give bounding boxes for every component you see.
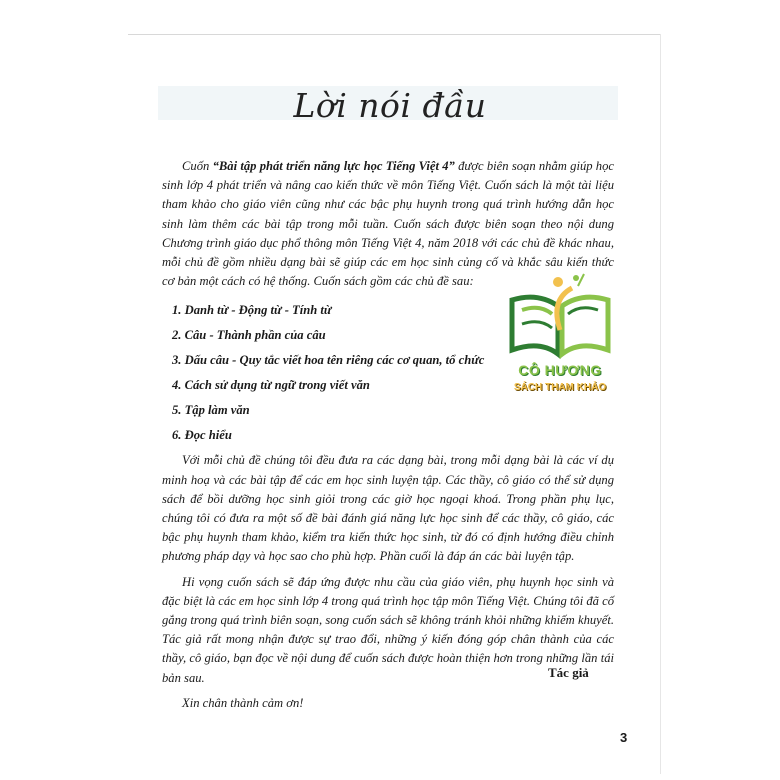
topic-item: 4. Cách sử dụng từ ngữ trong viết văn — [172, 378, 370, 393]
publisher-logo — [500, 270, 620, 400]
topic-item: 2. Câu - Thành phần của câu — [172, 328, 326, 343]
page-edge — [660, 34, 661, 774]
topic-item: 6. Đọc hiểu — [172, 428, 232, 443]
topic-item: 5. Tập làm văn — [172, 403, 250, 418]
logo-subtitle: SÁCH THAM KHẢO — [513, 382, 607, 393]
topic-item: 1. Danh từ - Động từ - Tính từ — [172, 303, 332, 318]
closing-line: Xin chân thành cảm ơn! — [182, 695, 304, 710]
page-number: 3 — [620, 730, 628, 745]
paragraph-2: Với mỗi chủ đề chúng tôi đều đưa ra các dạng bài, trong mỗi dạng bài là các ví dụ minh hoạ và các bài tập để các em học sinh luyện tập. Các thầy, cô giáo có thể sử dụng sách để bồi dưỡng học sinh giỏi trong các giờ học ngoại khoá. Trong phần phụ lục, chúng tôi có đưa ra một số đề bài đánh giá năng lực học sinh để các thầy, cô giáo, các bậc phụ huynh tham khảo, kiểm tra kiến thức học sinh, từ đó có định hướng điều chỉnh phương pháp dạy và học sao cho phù hợp. Phần cuối là đáp án các bài luyện tập. — [162, 453, 614, 564]
author-signature: Tác giả — [548, 665, 589, 680]
book-title: “Bài tập phát triển năng lực học Tiếng Việt 4” — [212, 159, 455, 173]
topic-item: 3. Dấu câu - Quy tắc viết hoa tên riêng các cơ quan, tổ chức — [172, 353, 485, 368]
book-logo-icon — [500, 270, 620, 362]
page-title: Lời nói đầu — [293, 86, 487, 125]
intro-prefix: Cuốn — [182, 159, 213, 173]
paragraph-3: Hi vọng cuốn sách sẽ đáp ứng được nhu cầu của giáo viên, phụ huynh học sinh và đặc biệt là các em học sinh lớp 4 trong quá trình học tập môn Tiếng Việt. Chúng tôi đã cố gắng trong quá trình biên soạn, song cuốn sách sẽ không tránh khỏi những khiếm khuyết. Tác giả rất mong nhận được sự trao đổi, những ý kiến đóng góp chân thành của các thầy, cô giáo, bạn đọc về nội dung để cuốn sách được hoàn thiện hơn trong những lần tái bản sau. — [162, 574, 615, 685]
intro-rest: được biên soạn nhằm giúp học sinh lớp 4 phát triển và nâng cao kiến thức về môn Tiếng Việt. Cuốn sách là một tài liệu tham khảo cho giáo viên cũng như các bậc phụ huynh trong quá trình hướng dẫn học sinh làm thêm các bài tập trong mỗi tuần. Cuốn sách được biên soạn theo nội dung Chương trình giáo dục phổ thông môn Tiếng Việt 4, năm 2018 với các chủ đề khác nhau, mỗi chủ đề gồm nhiều dạng bài sẽ giúp các em học sinh củng cố và khắc sâu kiến thức cơ bản một cách có hệ thống. Cuốn sách gồm các chủ đề sau: — [162, 159, 614, 289]
preface-body — [162, 157, 614, 719]
logo-name: CÔ HƯƠNG — [518, 362, 602, 378]
